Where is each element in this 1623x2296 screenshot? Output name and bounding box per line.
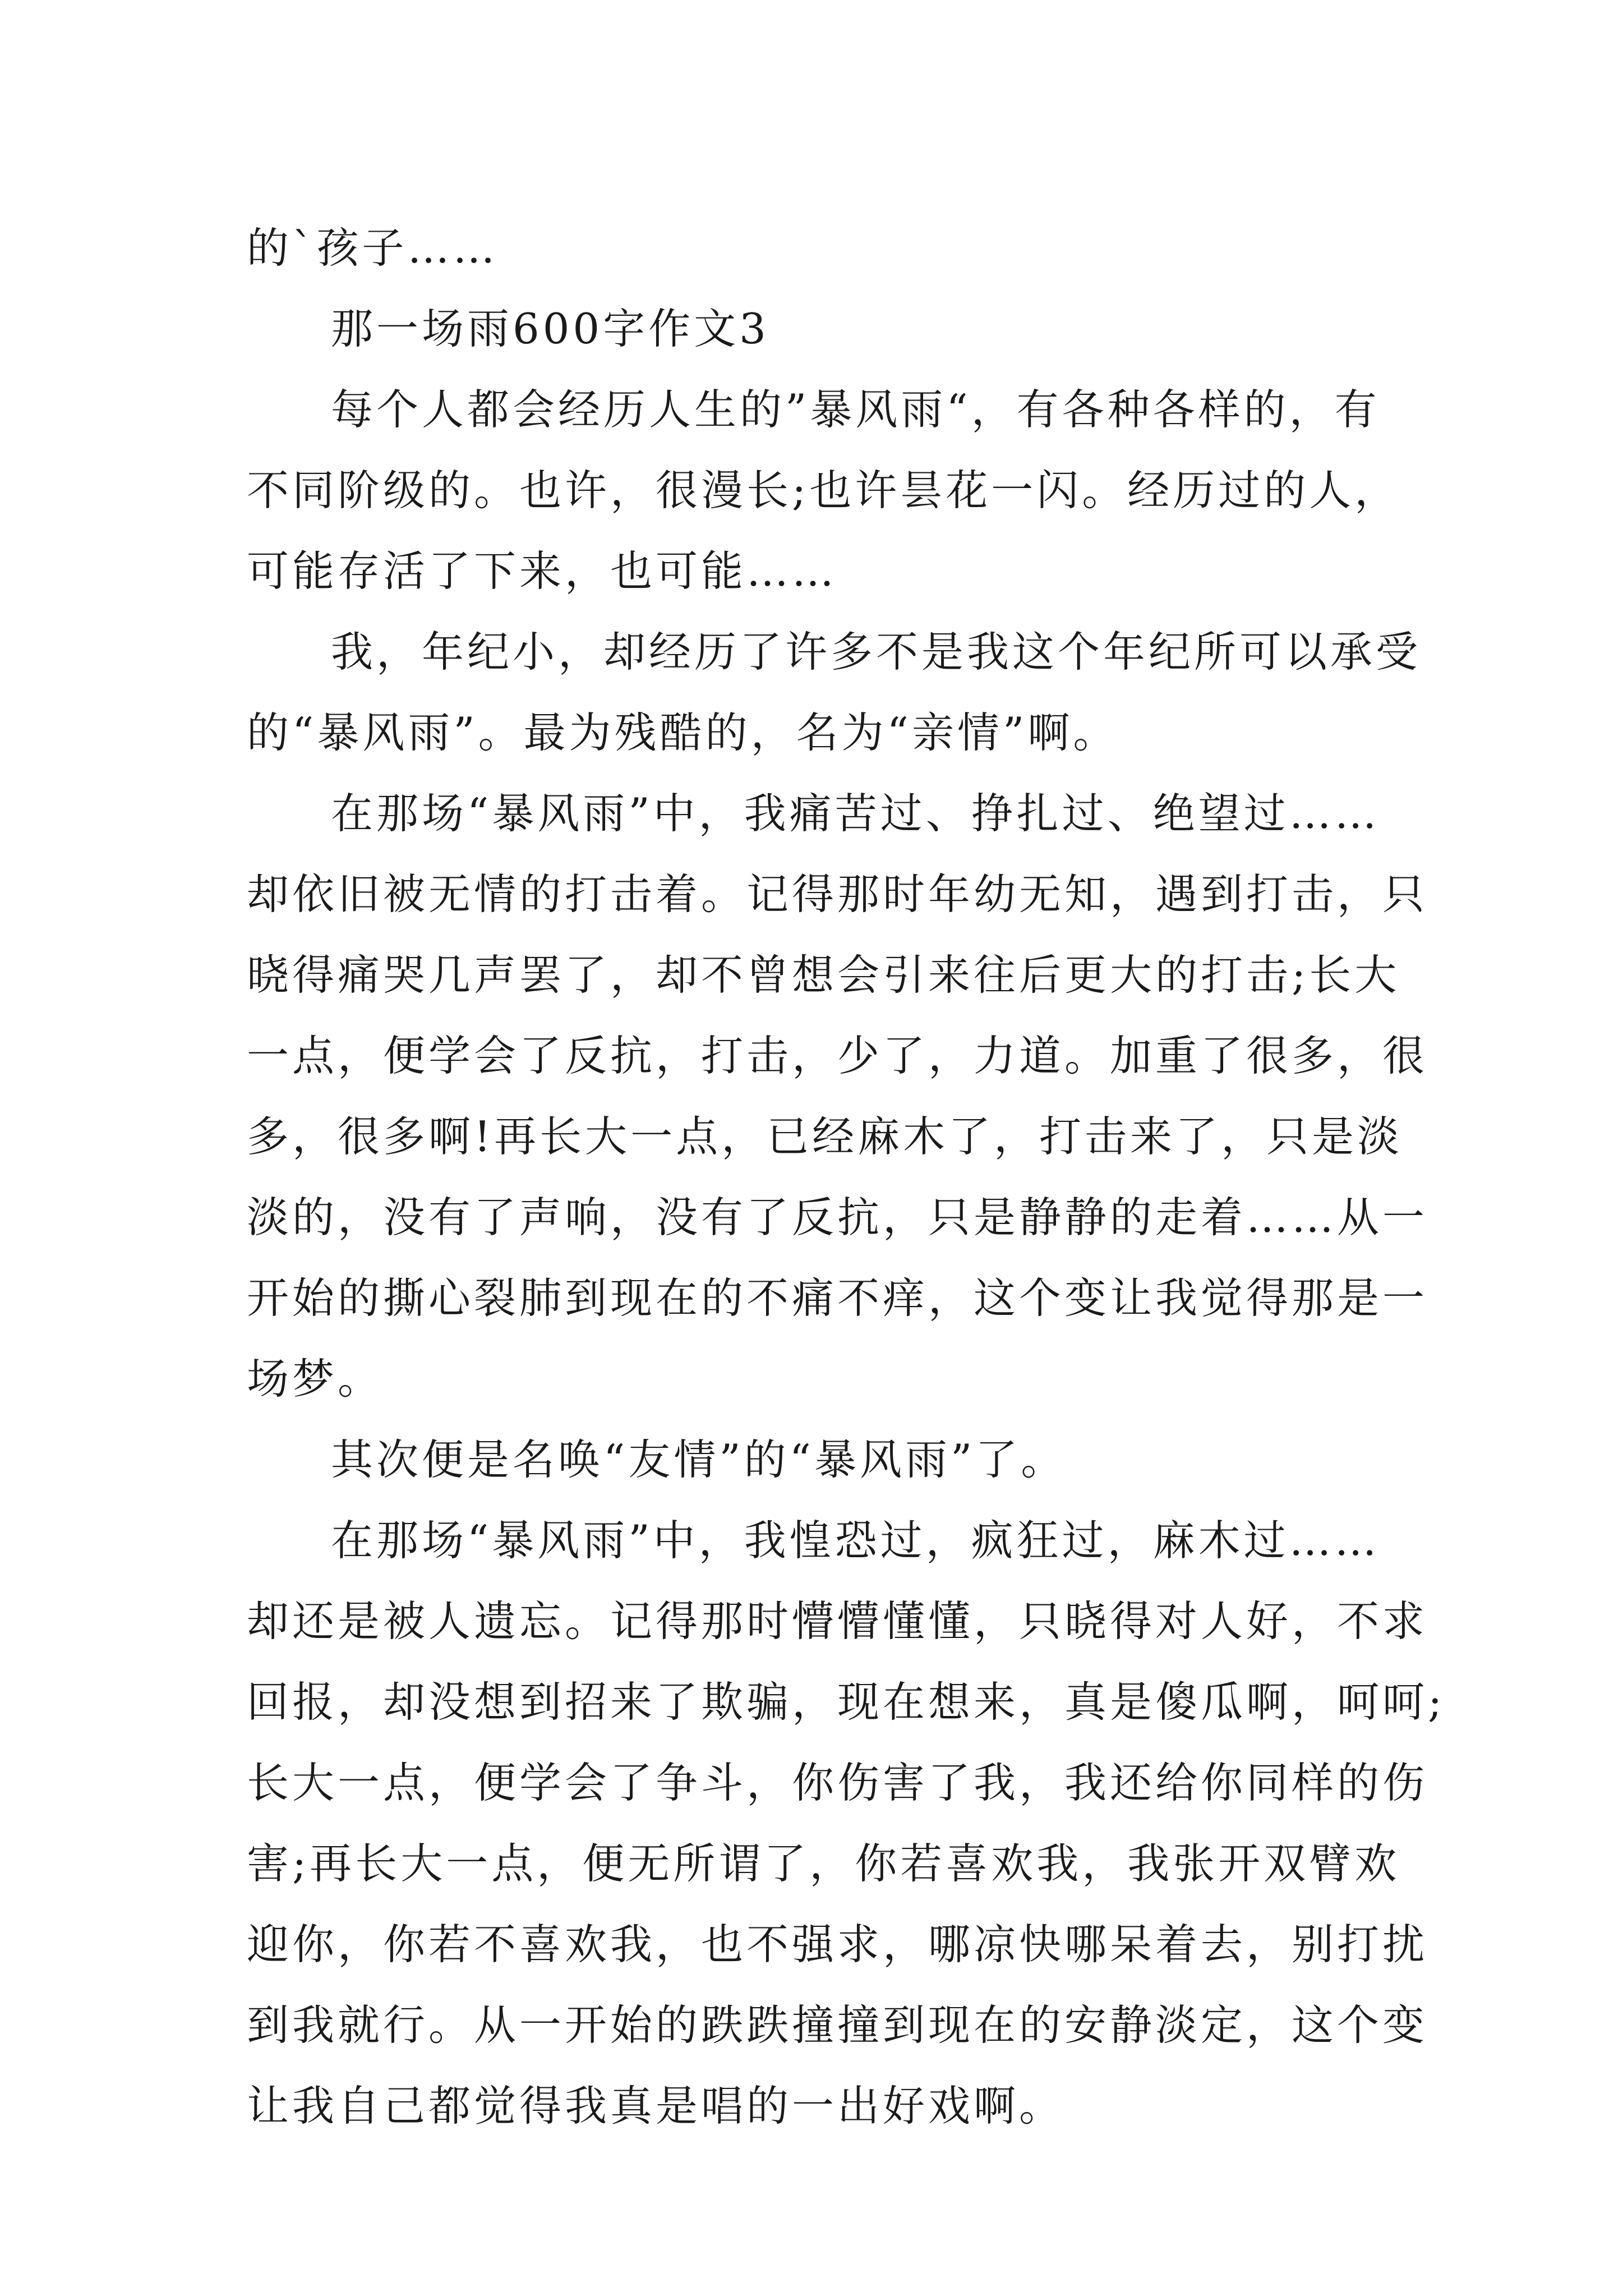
text-line: 一点，便学会了反抗，打击，少了，力道。加重了很多，很 — [247, 1031, 1428, 1080]
text-line: 多，很多啊!再长大一点，已经麻木了，打击来了，只是淡 — [247, 1112, 1403, 1161]
essay-title: 那一场雨600字作文3 — [331, 304, 769, 353]
text-line: 我，年纪小，却经历了许多不是我这个年纪所可以承受 — [331, 627, 1422, 677]
text-line: 在那场“暴风雨”中，我痛苦过、挣扎过、绝望过…… — [331, 789, 1380, 838]
text-line: 每个人都会经历人生的”暴风雨“，有各种各样的，有 — [331, 385, 1380, 434]
text-line: 的`孩子…… — [247, 223, 499, 273]
text-line: 的“暴风雨”。最为残酷的，名为“亲情”啊。 — [247, 708, 1119, 757]
text-line: 可能存活了下来，也可能…… — [247, 546, 838, 596]
text-line: 迎你，你若不喜欢我，也不强求，哪凉快哪呆着去，别打扰 — [247, 1920, 1428, 1969]
text-line: 却依旧被无情的打击着。记得那时年幼无知，遇到打击，只 — [247, 869, 1428, 919]
text-line: 却还是被人遗忘。记得那时懵懵懂懂，只晓得对人好，不求 — [247, 1596, 1428, 1646]
text-line: 在那场“暴风雨”中，我惶恐过，疯狂过，麻木过…… — [331, 1516, 1380, 1565]
text-line: 场梦。 — [247, 1354, 384, 1404]
text-line: 让我自己都觉得我真是唱的一出好戏啊。 — [247, 2081, 1065, 2131]
text-line: 其次便是名唤“友情”的“暴风雨”了。 — [331, 1435, 1067, 1484]
text-line: 开始的撕心裂肺到现在的不痛不痒，这个变让我觉得那是一 — [247, 1273, 1428, 1323]
text-line: 害;再长大一点，便无所谓了，你若喜欢我，我张开双臂欢 — [247, 1839, 1400, 1888]
text-line: 不同阶级的。也许，很漫长;也许昙花一闪。经历过的人， — [247, 466, 1400, 515]
text-line: 长大一点，便学会了争斗，你伤害了我，我还给你同样的伤 — [247, 1758, 1428, 1807]
document-body — [247, 208, 1446, 2146]
text-line: 回报，却没想到招来了欺骗，现在想来，真是傻瓜啊，呵呵; — [247, 1677, 1446, 1727]
text-line: 淡的，没有了声响，没有了反抗，只是静静的走着……从一 — [247, 1193, 1428, 1242]
text-line: 晓得痛哭几声罢了，却不曾想会引来往后更大的打击;长大 — [247, 950, 1400, 1000]
text-line: 到我就行。从一开始的跌跌撞撞到现在的安静淡定，这个变 — [247, 2000, 1428, 2050]
